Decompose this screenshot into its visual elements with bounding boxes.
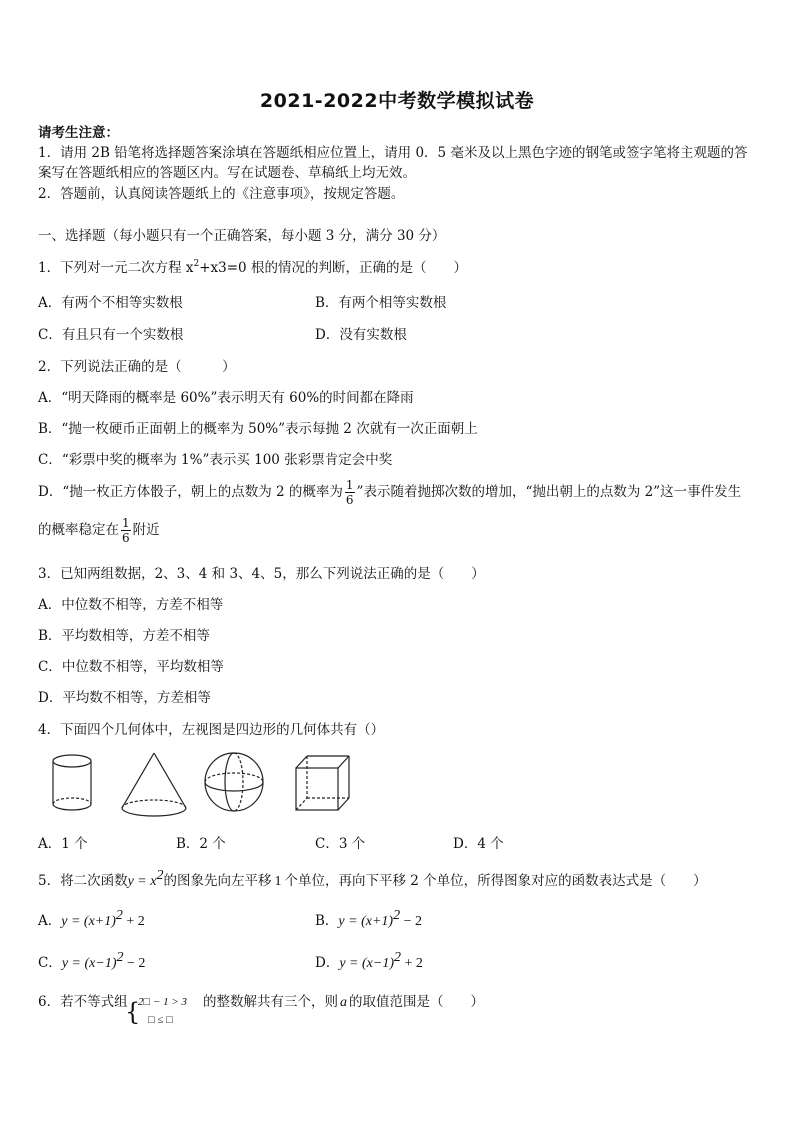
question-3-option-a: A．中位数不相等，方差不相等	[38, 597, 224, 613]
fraction-one-sixth: $\frac{1}{6}$	[345, 478, 354, 507]
sphere-figure	[205, 753, 263, 811]
question-4-option-b: B．2 个	[176, 836, 226, 852]
question-4-stem: 4．下面四个几何体中，左视图是四边形的几何体共有（）	[38, 722, 385, 738]
fraction-one-sixth: $\frac{1}{6}$	[122, 516, 130, 545]
question-1-option-c: C．有且只有一个实数根	[38, 327, 184, 343]
cylinder-figure	[53, 755, 91, 810]
system-brace: {	[125, 998, 141, 1026]
question-1-option-b: B．有两个相等实数根	[315, 295, 447, 311]
notice-line-1b: 案写在答题纸相应的答题区内。写在试题卷、草稿纸上均无效。	[38, 165, 416, 181]
inequality-line-1: 2□ − 1 > 3	[138, 996, 187, 1008]
question-2-option-c: C．“彩票中奖的概率为 1%”表示买 100 张彩票肯定会中奖	[38, 452, 393, 468]
question-6-stem-end: 的整数解共有三个，则 a 的取值范围是（ ）	[203, 994, 484, 1010]
notice-line-1a: 1．请用 2B 铅笔将选择题答案涂填在答题纸相应位置上，请用 0．5 毫米及以上黑色字迹的钢笔或签字笔将主观题的答	[38, 145, 748, 161]
question-2-stem: 2．下列说法正确的是（ ）	[38, 359, 236, 375]
question-2-option-d-cont: 的概率稳定在 $\frac{1}{6}$ 附近	[38, 516, 160, 545]
section-heading: 一、选择题（每小题只有一个正确答案，每小题 3 分，满分 30 分）	[38, 228, 446, 244]
cone-figure	[122, 753, 186, 816]
question-4-solids	[40, 748, 370, 820]
question-4-option-d: D．4 个	[453, 836, 504, 852]
question-5-option-b: B．$y = (x+1)^2 - 2$	[315, 908, 422, 929]
question-2-option-b: B．“抛一枚硬币正面朝上的概率为 50%”表示每抛 2 次就有一次正面朝上	[38, 421, 478, 437]
question-2-option-a: A．“明天降雨的概率是 60%”表示明天有 60%的时间都在降雨	[38, 390, 414, 406]
question-4-option-c: C．3 个	[315, 836, 366, 852]
question-5-option-a: A．$y = (x+1)^2 + 2$	[38, 908, 145, 929]
notice-line-2: 2．答题前，认真阅读答题纸上的《注意事项》，按规定答题。	[38, 186, 405, 202]
question-5-stem: 5．将二次函数$y = x^2$的图象先向左平移 1 个单位，再向下平移 2 个单位，所得图象对应的函数表达式是（ ）	[38, 868, 707, 889]
question-2-option-d: D．“抛一枚正方体骰子，朝上的点数为 2 的概率为 $\frac{1}{6}$ ”表示随着抛掷次数的增加，“抛出朝上的点数为 2”这一事件发生	[38, 478, 742, 507]
question-6-stem-start: 6．若不等式组	[38, 994, 128, 1010]
question-4-option-a: A．1 个	[38, 836, 88, 852]
notice-heading: 请考生注意：	[38, 125, 119, 141]
question-1-stem: 1．下列对一元二次方程 $x^2+x3=0$ 根的情况的判断，正确的是（ ）	[38, 259, 467, 276]
question-1-option-d: D．没有实数根	[315, 327, 407, 343]
inequality-line-2: □ ≤ □	[148, 1014, 173, 1026]
question-3-option-c: C．中位数不相等，平均数相等	[38, 659, 224, 675]
question-5-option-d: D．$y = (x-1)^2 + 2$	[315, 950, 423, 971]
question-3-stem: 3．已知两组数据，2、3、4 和 3、4、5，那么下列说法正确的是（ ）	[38, 566, 485, 582]
page-title: 2021-2022中考数学模拟试卷	[259, 90, 535, 112]
question-1-option-a: A．有两个不相等实数根	[38, 295, 183, 311]
question-5-option-c: C．$y = (x-1)^2 - 2$	[38, 950, 146, 971]
question-3-option-b: B．平均数相等，方差不相等	[38, 628, 210, 644]
question-3-option-d: D．平均数不相等，方差相等	[38, 690, 211, 706]
cube-figure	[296, 756, 349, 810]
